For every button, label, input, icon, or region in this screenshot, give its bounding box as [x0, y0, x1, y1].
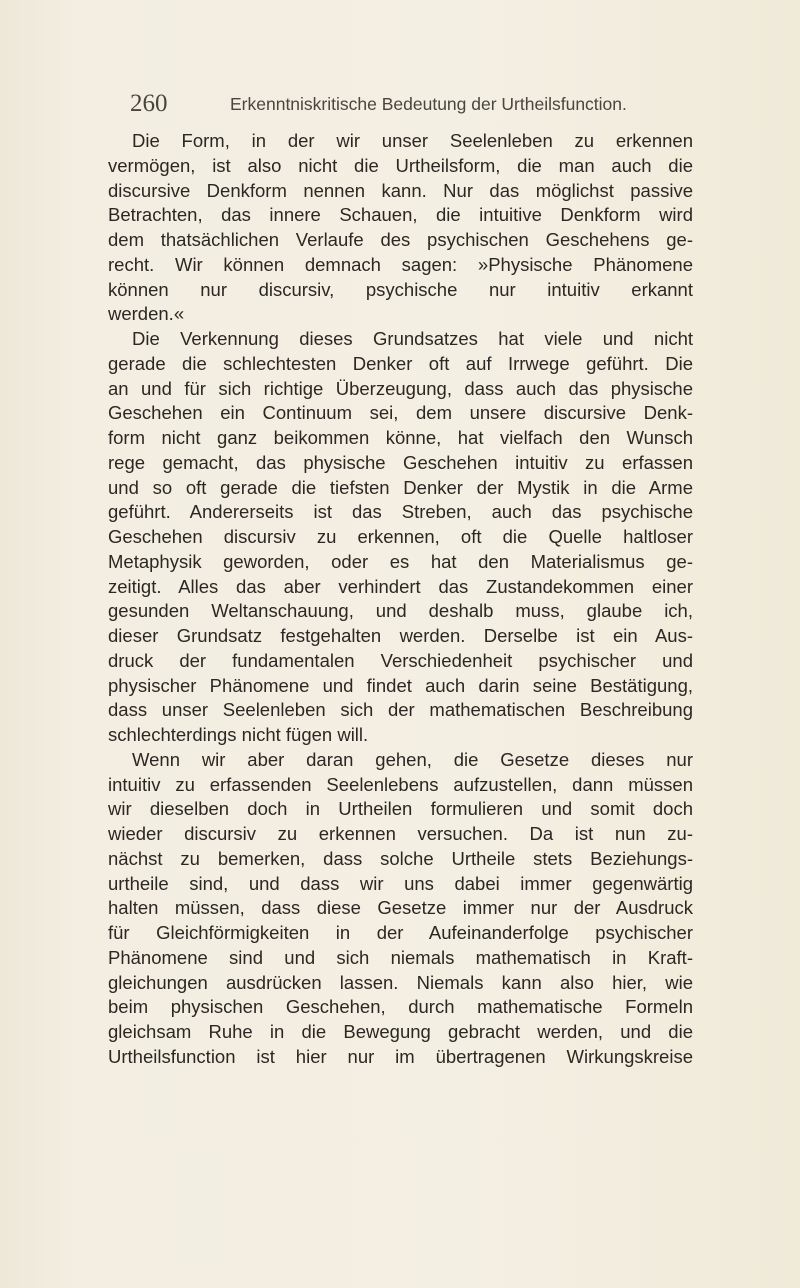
text-line: physischer Phänomene und findet auch darin seine Bestätigung,: [108, 674, 693, 696]
page-header: [130, 88, 690, 120]
text-line: urtheile sind, und dass wir uns dabei immer gegenwärtig: [108, 872, 693, 894]
running-head: Erkenntniskritische Bedeutung der Urtheilsfunction.: [230, 94, 627, 114]
text-line: Wenn wir aber daran gehen, die Gesetze dieses nur: [132, 748, 693, 770]
text-line: Phänomene sind und sich niemals mathematisch in Kraft-: [108, 946, 693, 968]
text-line: werden.«: [108, 303, 185, 325]
text-line: zeitigt. Alles das aber verhindert das Zustandekommen einer: [108, 575, 693, 597]
text-line: für Gleichförmigkeiten in der Aufeinanderfolge psychischer: [108, 922, 693, 943]
text-line: Die Verkennung dieses Grundsatzes hat viele und nicht: [132, 328, 693, 349]
text-line: druck der fundamentalen Verschiedenheit psychischer und: [108, 649, 693, 671]
text-line: schlechterdings nicht fügen will.: [108, 724, 369, 745]
text-line: vermögen, ist also nicht die Urtheilsform, die man auch die: [108, 154, 693, 176]
text-line: nächst zu bemerken, dass solche Urtheile stets Beziehungs-: [108, 847, 693, 869]
text-line: Die Form, in der wir unser Seelenleben zu erkennen: [132, 130, 693, 151]
text-line: dass unser Seelenleben sich der mathematischen Beschreibung: [108, 699, 693, 721]
text-line: dem thatsächlichen Verlaufe des psychischen Geschehens ge-: [108, 229, 693, 250]
body-text: [108, 129, 693, 1070]
text-line: an und für sich richtige Überzeugung, dass auch das physische: [108, 377, 693, 399]
text-line: rege gemacht, das physische Geschehen intuitiv zu erfassen: [108, 451, 693, 473]
text-line: Geschehen discursiv zu erkennen, oft die Quelle haltloser: [108, 526, 693, 547]
text-line: wieder discursiv zu erkennen versuchen. Da ist nun zu-: [108, 823, 693, 844]
text-line: gleichungen ausdrücken lassen. Niemals kann also hier, wie: [108, 971, 693, 993]
text-line: gesunden Weltanschauung, und deshalb muss, glaube ich,: [108, 600, 693, 622]
text-line: Urtheilsfunction ist hier nur im übertragenen Wirkungskreise: [108, 1045, 693, 1067]
text-line: gerade die schlechtesten Denker oft auf Irrwege geführt. Die: [108, 352, 693, 374]
text-line: recht. Wir können demnach sagen: »Physische Phänomene: [108, 253, 693, 275]
page-number: 260: [130, 90, 168, 117]
text-line: geführt. Andererseits ist das Streben, auch das psychische: [108, 501, 693, 523]
text-line: discursive Denkform nennen kann. Nur das möglichst passive: [108, 179, 693, 201]
text-line: dieser Grundsatz festgehalten werden. Derselbe ist ein Aus-: [108, 625, 693, 646]
text-line: intuitiv zu erfassenden Seelenlebens aufzustellen, dann müssen: [108, 773, 693, 795]
text-line: beim physischen Geschehen, durch mathematische Formeln: [108, 996, 693, 1018]
text-line: und so oft gerade die tiefsten Denker der Mystik in die Arme: [108, 476, 693, 498]
text-line: können nur discursiv, psychische nur intuitiv erkannt: [108, 278, 693, 300]
text-line: wir dieselben doch in Urtheilen formulieren und somit doch: [108, 798, 693, 820]
text-line: form nicht ganz beikommen könne, hat vielfach den Wunsch: [108, 427, 693, 448]
text-line: halten müssen, dass diese Gesetze immer nur der Ausdruck: [108, 897, 693, 919]
text-line: Geschehen ein Continuum sei, dem unsere discursive Denk-: [108, 402, 693, 424]
text-line: Metaphysik geworden, oder es hat den Materialismus ge-: [108, 550, 693, 572]
text-line: gleichsam Ruhe in die Bewegung gebracht werden, und die: [108, 1021, 693, 1042]
text-line: Betrachten, das innere Schauen, die intuitive Denkform wird: [108, 204, 693, 226]
